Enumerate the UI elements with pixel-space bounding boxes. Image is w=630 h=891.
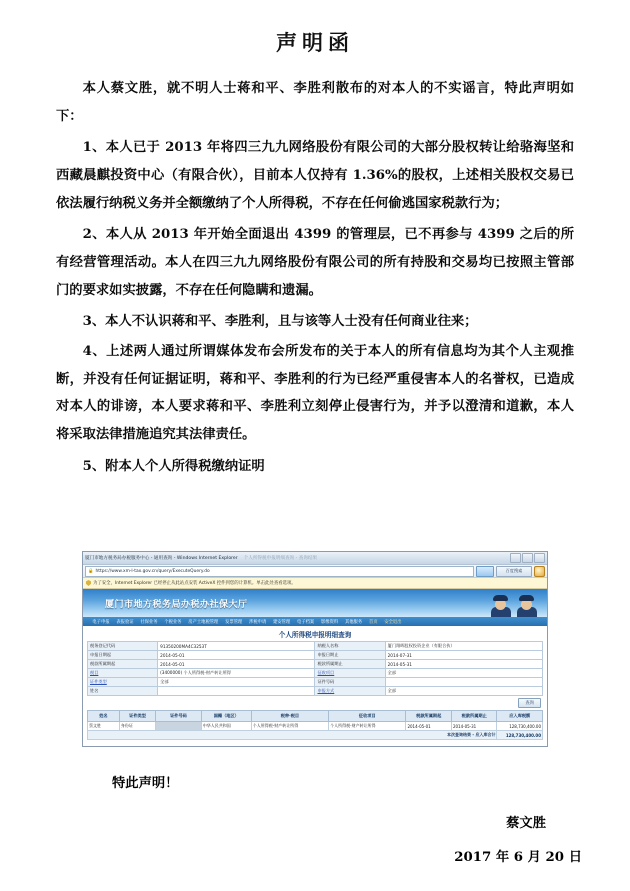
form-row [88, 660, 543, 669]
browser-title-bar [83, 552, 547, 565]
paragraph-item-5: 5、附本人个人所得税缴纳证明 [82, 458, 265, 474]
nav-item-7[interactable]: 建安管理 [273, 619, 291, 625]
nav-item-2[interactable]: 社保业务 [140, 619, 158, 625]
form-value-id-type[interactable]: 全部 [158, 678, 315, 687]
cell-amount: 128,730,400.00 [497, 722, 543, 731]
form-value-period-end[interactable]: 2014-05-31 [385, 660, 542, 669]
paragraph-item-4: 4、上述两人通过所谓媒体发布会所发布的关于本人的所有信息均为其个人主观推断，并没有任何证据证明，蒋和平、李胜利的行为已经严重侵害本人的名誉权，已造成对本人的诽谤，本人要求蒋和平、李胜利立刻停止侵害行为，并予以澄清和道歉，本人将采取法律措施追究其法律责任。 [56, 343, 574, 442]
site-nav[interactable] [83, 617, 547, 626]
col-period-start: 税款所属期起 [406, 711, 452, 722]
total-label: 本次查询结果 - 应入库合计 [88, 731, 497, 740]
cell-tax-kind: 个人所得税-财产转让所得 [251, 722, 328, 731]
close-icon[interactable] [534, 553, 545, 563]
nav-item-1[interactable]: 表报验证 [116, 619, 134, 625]
query-actions [83, 696, 547, 710]
signature-name: 蔡文胜 [506, 816, 546, 831]
nav-item-logout[interactable]: 安全退出 [384, 619, 402, 625]
address-input[interactable] [85, 566, 474, 577]
page-title: 声明函 [276, 30, 354, 55]
form-label-declare-end: 申报日期止 [315, 651, 385, 660]
form-label-tax-item[interactable]: 税目 [88, 669, 158, 678]
nav-item-3[interactable]: 个税业务 [164, 619, 182, 625]
cell-period-start: 2014-05-01 [406, 722, 452, 731]
cell-period-end: 2014-05-31 [451, 722, 497, 731]
form-label-levy-item[interactable]: 征收项目 [315, 669, 385, 678]
query-form-table [87, 641, 543, 696]
form-value-id-number[interactable] [385, 678, 542, 687]
officer-icon-female [491, 595, 511, 617]
form-row [88, 687, 543, 696]
table-total-row [88, 731, 543, 740]
lock-icon: 🔒 [88, 568, 94, 574]
browser-window-title: 厦门市地方税务局办税服务中心 - 通用查询 - Windows Internet Explorer [85, 556, 238, 561]
form-label-declare-start: 申报日期起 [88, 651, 158, 660]
col-amount: 应入库税额 [497, 711, 543, 722]
security-info-bar[interactable] [83, 578, 547, 589]
minimize-icon[interactable] [510, 553, 521, 563]
form-row [88, 651, 543, 660]
col-period-end: 税款所属期止 [451, 711, 497, 722]
cell-levy-item: 个人所得税-财产转让所得 [329, 722, 406, 731]
form-value-declare-start[interactable]: 2014-05-01 [158, 651, 315, 660]
form-value-levy-item[interactable]: 全部 [385, 669, 542, 678]
form-value-tax-item[interactable]: (3400000) 个人所得税-财产转让所得 [158, 669, 315, 678]
form-value-taxpayer-name: 厦门翔晖股权投资企业（有限合伙） [385, 642, 542, 651]
total-amount: 128,730,400.00 [497, 731, 543, 740]
officer-icon-male [517, 595, 537, 617]
maximize-icon[interactable] [522, 553, 533, 563]
table-row [88, 722, 543, 731]
query-form-title: 个人所得税申报明细查询 [278, 631, 352, 639]
cell-name: 蔡文胜 [88, 722, 120, 731]
form-label-id-number: 证件号码 [315, 678, 385, 687]
address-url: https://www.xm-l-tax.gov.cn/query/ExecuteQuery.do [95, 568, 210, 574]
browser-title-secondary: 个人所得税申报明细查询 - 查询结果 [243, 556, 318, 561]
col-levy-item: 征收项目 [329, 711, 406, 722]
nav-item-5[interactable]: 发票管理 [225, 619, 243, 625]
form-label-id-type[interactable]: 证件类型 [88, 678, 158, 687]
nav-item-9[interactable]: 影像资料 [321, 619, 339, 625]
shield-icon [86, 580, 91, 586]
paragraph-item-1: 1、本人已于 2013 年将四三九九网络股份有限公司的大部分股权转让给骆海坚和西藏晨麒投资中心（有限合伙），目前本人仅持有 1.36%的股权，上述相关股权交易已依法履行纳税义务并全额缴纳了个人所得税，不存在任何偷逃国家税款行为； [56, 140, 574, 211]
window-controls[interactable] [510, 553, 545, 563]
nav-item-home[interactable]: 首页 [368, 619, 378, 625]
result-table [87, 710, 543, 740]
form-value-declare-end[interactable]: 2014-07-31 [385, 651, 542, 660]
col-tax-kind: 税种·税目 [251, 711, 328, 722]
nav-item-0[interactable]: 电子申报 [92, 619, 110, 625]
tax-portal-page [83, 589, 547, 746]
form-row [88, 678, 543, 687]
paragraph-intro: 本人蔡文胜，就不明人士蒋和平、李胜利散布的对本人的不实谣言，特此声明如下： [56, 81, 574, 124]
go-button[interactable] [476, 566, 494, 577]
form-value-tax-code: 91350200MA4C3253T [158, 642, 315, 651]
form-label-tax-code: 税务登记代码 [88, 642, 158, 651]
col-name: 姓名 [88, 711, 120, 722]
browser-extension-icon[interactable] [534, 566, 545, 577]
cell-id-number [156, 722, 202, 731]
nav-item-8[interactable]: 电子档案 [297, 619, 315, 625]
closing-statement: 特此声明！ [112, 776, 179, 791]
nav-item-10[interactable]: 其他服务 [344, 619, 363, 625]
embedded-browser-screenshot [82, 551, 548, 747]
search-button[interactable]: 百度搜索 [496, 566, 532, 577]
site-banner [83, 589, 547, 617]
signature-date: 2017 年 6 月 20 日 [454, 850, 582, 865]
paragraph-item-2: 2、本人从 2013 年开始全面退出 4399 的管理层，已不再参与 4399 之后的所有经营管理活动。本人在四三九九网络股份有限公司的所有持股和交易均已按照主管部门的要求如实披露，不存在任何隐瞒和遗漏。 [56, 227, 574, 298]
paragraph-item-3: 3、本人不认识蒋和平、李胜利，且与该等人士没有任何商业往来； [82, 314, 478, 330]
col-id-type: 证件类型 [119, 711, 155, 722]
cell-nationality: 中华人民共和国 [201, 722, 251, 731]
form-value-period-start[interactable]: 2014-05-01 [158, 660, 315, 669]
form-label-name: 姓名 [88, 687, 158, 696]
form-value-declare-method[interactable]: 全部 [385, 687, 542, 696]
security-info-text: 为了安全，Internet Explorer 已经停止从此站点安装 ActiveX 控件到您的计算机。单击此处查看选项。 [93, 581, 296, 586]
result-header-row [88, 711, 543, 722]
form-label-taxpayer-name: 纳税人名称 [315, 642, 385, 651]
query-button[interactable]: 查询 [518, 698, 541, 708]
nav-item-4[interactable]: 房产土地税管理 [188, 619, 219, 625]
col-nationality: 国籍（地区） [201, 711, 251, 722]
form-row [88, 669, 543, 678]
form-label-declare-method[interactable]: 申报方式 [315, 687, 385, 696]
form-value-name[interactable] [158, 687, 315, 696]
site-banner-title: 厦门市地方税务局办税办社保大厅 [105, 599, 248, 610]
form-row [88, 642, 543, 651]
cell-id-type: 身份证 [119, 722, 155, 731]
col-id-number: 证件号码 [156, 711, 202, 722]
form-label-period-start: 税款所属期起 [88, 660, 158, 669]
form-label-period-end: 税款所属期止 [315, 660, 385, 669]
document-body [56, 75, 574, 480]
officers-illustration [479, 592, 541, 617]
browser-address-bar [83, 565, 547, 578]
nav-item-6[interactable]: 涉税申请 [249, 619, 267, 625]
